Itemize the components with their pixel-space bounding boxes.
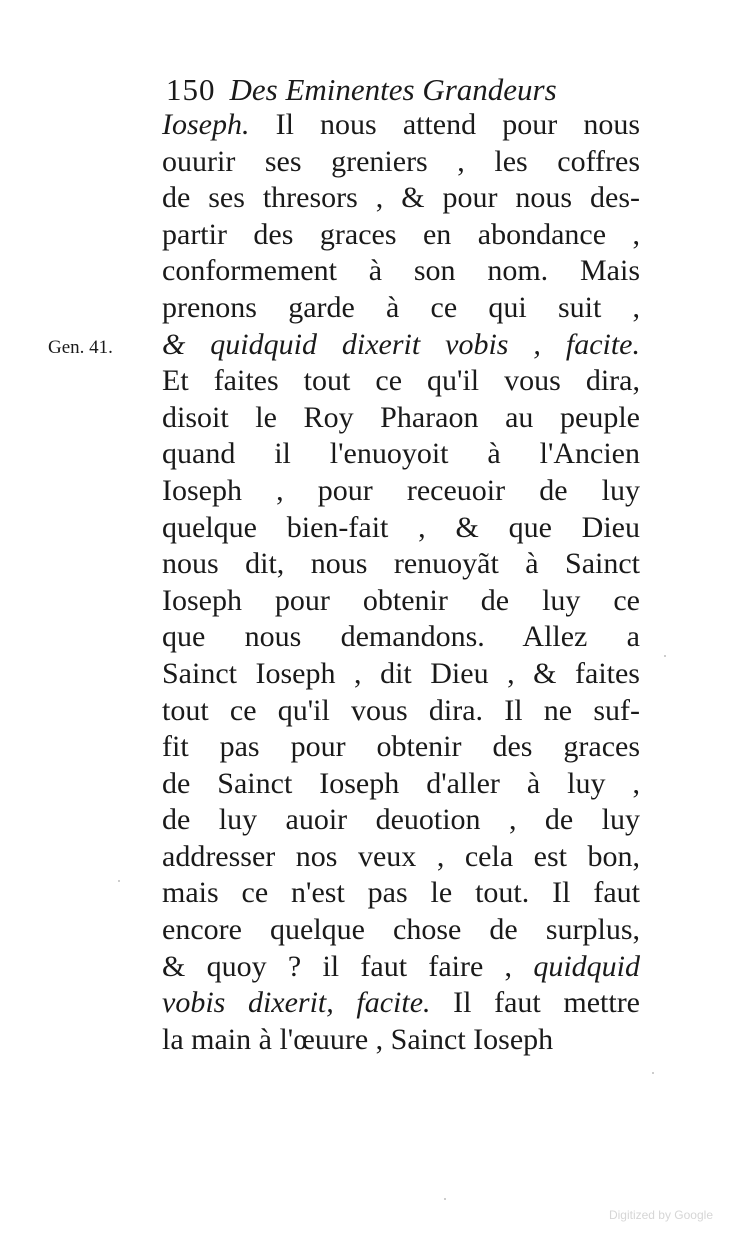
text-line	[162, 912, 640, 949]
roman-text: nous dit, nous renuoyãt à Sainct	[162, 547, 640, 581]
paper-speck	[664, 655, 666, 657]
roman-text: de ses thresors , & pour nous des-	[162, 181, 640, 215]
text-line	[162, 729, 640, 766]
roman-text: tout ce qu'il vous dira. Il ne suf-	[162, 693, 640, 727]
text-line	[162, 107, 640, 144]
page-number: 150	[166, 72, 216, 107]
italic-text: vobis dixerit, facite.	[162, 986, 431, 1020]
text-line	[162, 693, 640, 730]
italic-text: quidquid	[533, 949, 640, 983]
text-line	[162, 985, 640, 1022]
text-line	[162, 400, 640, 437]
running-head: Des Eminentes Grandeurs	[229, 72, 557, 107]
paper-speck	[652, 1072, 654, 1074]
italic-text: Ioseph.	[162, 108, 250, 141]
text-line	[162, 363, 640, 400]
roman-text: quelque bien-fait , & que Dieu	[162, 510, 640, 544]
roman-text: que nous demandons. Allez a	[162, 620, 640, 654]
paper-speck	[444, 1198, 446, 1200]
roman-text: la main à l'œuure , Sainct Ioseph	[162, 1022, 554, 1056]
text-line	[162, 875, 640, 912]
text-line	[162, 656, 640, 693]
roman-text: prenons garde à ce qui suit ,	[162, 290, 640, 324]
text-line	[162, 802, 640, 839]
roman-text: Ioseph pour obtenir de luy ce	[162, 583, 640, 617]
roman-text: disoit le Roy Pharaon au peuple	[162, 400, 640, 434]
text-line	[162, 290, 640, 327]
text-line	[162, 510, 640, 547]
roman-text: Ioseph , pour receuoir de luy	[162, 473, 640, 507]
text-line	[162, 839, 640, 876]
text-line	[162, 949, 640, 986]
text-line	[162, 327, 640, 364]
roman-text: Sainct Ioseph , dit Dieu , & faites	[162, 656, 640, 690]
roman-text: encore quelque chose de surplus,	[162, 913, 640, 947]
roman-text: & quoy ? il faut faire ,	[162, 949, 534, 983]
roman-text: addresser nos veux , cela est bon,	[162, 839, 640, 873]
roman-text: Il nous attend pour nous	[249, 108, 640, 141]
roman-text: Et faites tout ce qu'il vous dira,	[162, 364, 640, 398]
page-header	[166, 70, 646, 110]
roman-text: Il faut mettre	[430, 986, 640, 1020]
body-text	[162, 107, 642, 1058]
roman-text: conformement à son nom. Mais	[162, 254, 640, 288]
text-line	[162, 253, 640, 290]
watermark: Digitized by Google	[608, 1208, 713, 1222]
text-line	[162, 619, 640, 656]
text-line	[162, 144, 640, 181]
roman-text: de luy auoir deuotion , de luy	[162, 803, 640, 837]
text-line	[162, 1022, 640, 1059]
margin-note: Gen. 41.	[48, 337, 113, 358]
paper-speck	[118, 880, 120, 882]
italic-text: & quidquid dixerit vobis , facite.	[162, 327, 640, 361]
roman-text: partir des graces en abondance ,	[162, 217, 640, 251]
text-line	[162, 180, 640, 217]
roman-text: mais ce n'est pas le tout. Il faut	[162, 876, 640, 910]
text-line	[162, 436, 640, 473]
roman-text: de Sainct Ioseph d'aller à luy ,	[162, 766, 640, 800]
text-line	[162, 546, 640, 583]
roman-text: fit pas pour obtenir des graces	[162, 730, 640, 764]
text-line	[162, 766, 640, 803]
text-line	[162, 217, 640, 254]
roman-text: quand il l'enuoyoit à l'Ancien	[162, 437, 640, 471]
text-line	[162, 583, 640, 620]
text-line	[162, 473, 640, 510]
roman-text: ouurir ses greniers , les coffres	[162, 144, 640, 178]
